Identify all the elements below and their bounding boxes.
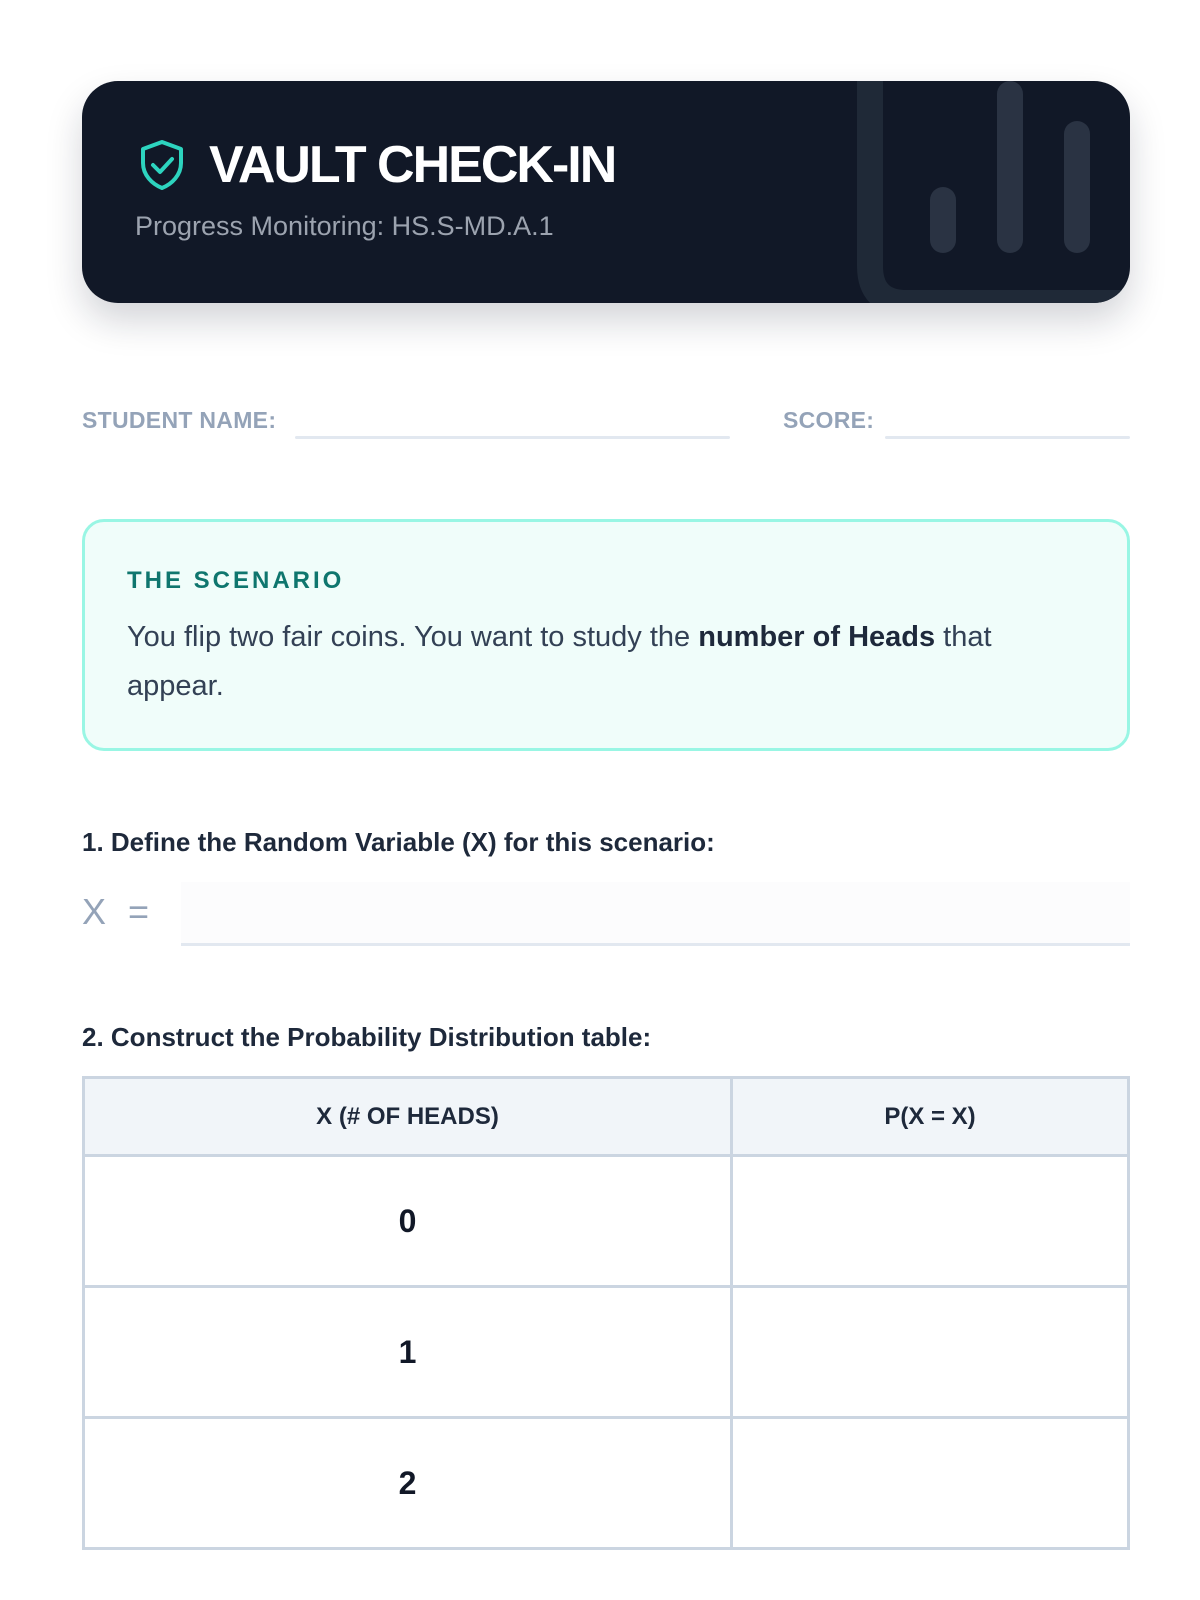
x-value-cell: 0	[84, 1156, 732, 1287]
equals-sign: =	[128, 891, 150, 932]
bar-chart-icon	[850, 81, 1130, 303]
table-row	[84, 1418, 1129, 1549]
page-title: VAULT CHECK-IN	[209, 136, 616, 194]
x-value-cell: 1	[84, 1287, 732, 1418]
question-1-prompt: 1. Define the Random Variable (X) for this scenario:	[82, 827, 715, 857]
probability-distribution-table	[82, 1076, 1130, 1550]
question-2-prompt: 2. Construct the Probability Distribution table:	[82, 1022, 652, 1052]
table-row	[84, 1156, 1129, 1287]
variable-label: X	[82, 891, 107, 932]
table-header-row	[84, 1078, 1129, 1156]
student-info-row	[82, 398, 1130, 438]
probability-answer-cell[interactable]	[732, 1287, 1129, 1418]
x-value-cell: 2	[84, 1418, 732, 1549]
probability-answer-cell[interactable]	[732, 1156, 1129, 1287]
score-label: SCORE:	[783, 407, 875, 433]
column-header-probability: P(X = X)	[732, 1078, 1129, 1156]
student-name-field[interactable]	[295, 436, 730, 439]
score-field[interactable]	[885, 436, 1130, 439]
probability-answer-cell[interactable]	[732, 1418, 1129, 1549]
scenario-text-end: that appear.	[127, 621, 992, 702]
random-variable-input[interactable]	[181, 882, 1130, 946]
scenario-text-start: You flip two fair coins. You want to study the	[127, 621, 699, 653]
table-row	[84, 1287, 1129, 1418]
scenario-box	[82, 519, 1130, 751]
page-subtitle: Progress Monitoring: HS.S-MD.A.1	[135, 211, 554, 241]
scenario-text-emphasis: number of Heads	[698, 621, 936, 653]
column-header-x: X (# OF HEADS)	[84, 1078, 732, 1156]
student-name-label: STUDENT NAME:	[82, 407, 277, 433]
scenario-heading: THE SCENARIO	[127, 567, 345, 594]
scenario-text	[127, 613, 1067, 711]
header-card	[82, 81, 1130, 303]
shield-check-icon	[139, 139, 185, 191]
